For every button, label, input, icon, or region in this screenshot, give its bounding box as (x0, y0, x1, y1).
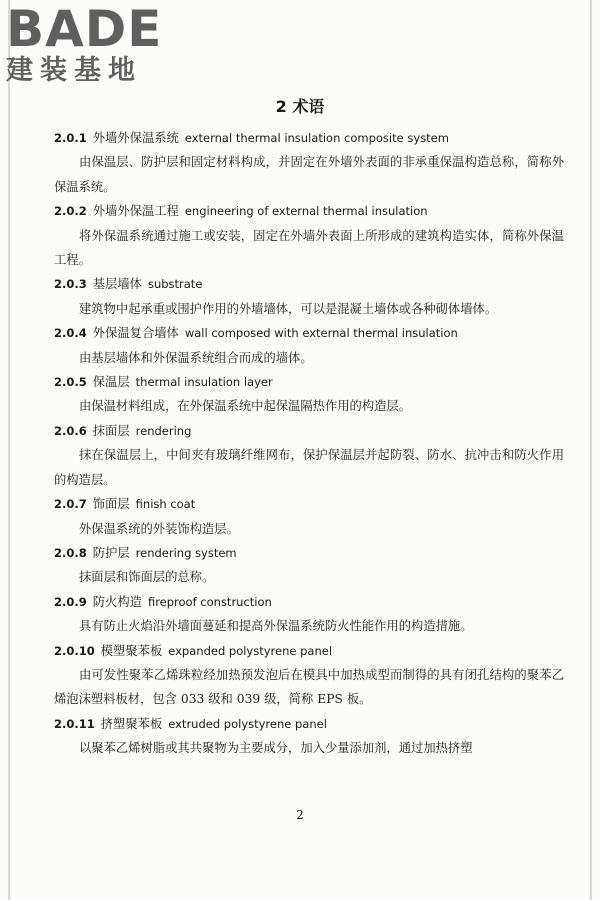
term-english: expanded polystyrene panel (168, 643, 333, 658)
term-number: 2.0.5 (54, 375, 87, 390)
term-number: 2.0.9 (54, 594, 87, 609)
term-english: external thermal insulation composite system (184, 131, 449, 145)
term-english: substrate (147, 277, 203, 292)
term-heading (54, 321, 564, 345)
logo-word: BADE (6, 0, 163, 58)
term-number: 2.0.6 (54, 423, 87, 438)
term-heading (54, 541, 564, 565)
term-heading (54, 712, 564, 736)
scan-edge-left (8, 0, 10, 900)
term-heading (54, 639, 564, 663)
term-definition: 具有防止火焰沿外墙面蔓延和提高外保温系统防火性能作用的构造措施。 (79, 619, 473, 634)
term-number: 2.0.7 (54, 497, 87, 512)
term-chinese: 基层墙体 (92, 277, 142, 292)
term-chinese: 挤塑聚苯板 (100, 716, 163, 731)
term-number: 2.0.2 (54, 204, 87, 219)
scan-edge-right (590, 0, 592, 900)
term-english: rendering (135, 423, 192, 438)
term-english: fireproof construction (147, 594, 272, 609)
term-english: thermal insulation layer (135, 375, 273, 390)
term-definition: 抹面层和饰面层的总称。 (79, 570, 215, 585)
term-chinese: 饰面层 (92, 497, 130, 512)
term-number: 2.0.1 (54, 131, 87, 145)
term-number: 2.0.10 (54, 643, 95, 658)
term-chinese: 防火构造 (92, 594, 142, 609)
term-definition: 以聚苯乙烯树脂或其共聚物为主要成分，加入少量添加剂，通过加热挤塑 (79, 741, 473, 756)
terms-list (54, 126, 564, 761)
term-heading (54, 126, 564, 150)
bade-logo (6, 0, 176, 88)
term-heading (54, 272, 564, 296)
term-english: rendering system (135, 545, 237, 560)
term-chinese: 外墙外保温系统 (92, 131, 179, 145)
chapter-title: 2 术语 (275, 97, 325, 116)
term-definition: 由基层墙体和外保温系统组合而成的墙体。 (79, 350, 313, 365)
logo-subtitle: 建装基地 (6, 55, 142, 86)
term-heading (54, 492, 564, 516)
term-chinese: 保温层 (92, 375, 130, 390)
term-chinese: 抹面层 (92, 423, 130, 438)
term-definition: 外保温系统的外装饰构造层。 (79, 521, 239, 536)
term-heading (54, 419, 564, 443)
term-chinese: 模塑聚苯板 (100, 643, 163, 658)
term-heading (54, 590, 564, 614)
term-english: finish coat (135, 497, 196, 512)
term-definition: 将外保温系统通过施工或安装，固定在外墙外表面上所形成的建筑构造实体，简称外保温工程。 (54, 228, 564, 268)
term-number: 2.0.8 (54, 545, 87, 560)
page-number: 2 (296, 808, 304, 822)
term-chinese: 外墙外保温工程 (92, 204, 179, 219)
term-heading (54, 370, 564, 394)
term-definition: 抹在保温层上，中间夹有玻璃纤维网布，保护保温层并起防裂、防水、抗冲击和防火作用的构造层。 (54, 448, 564, 487)
term-number: 2.0.11 (54, 716, 95, 731)
term-english: engineering of external thermal insulation (184, 204, 428, 219)
term-definition: 由保温层、防护层和固定材料构成，并固定在外墙外表面的非承重保温构造总称，简称外保温系统。 (54, 155, 564, 194)
term-number: 2.0.4 (54, 326, 87, 341)
term-heading (54, 199, 564, 223)
term-definition: 由可发性聚苯乙烯珠粒经加热预发泡后在模具中加热成型而制得的具有闭孔结构的聚苯乙烯泡沫塑料板材，包含 033 级和 039 级，简称 EPS 板。 (54, 667, 564, 707)
term-english: extruded polystyrene panel (168, 716, 327, 731)
term-definition: 建筑物中起承重或围护作用的外墙墙体，可以是混凝土墙体或各种砌体墙体。 (79, 301, 498, 316)
term-chinese: 防护层 (92, 545, 130, 560)
term-chinese: 外保温复合墙体 (92, 326, 179, 341)
term-english: wall composed with external thermal insulation (184, 326, 458, 341)
term-number: 2.0.3 (54, 277, 87, 292)
term-definition: 由保温材料组成，在外保温系统中起保温隔热作用的构造层。 (79, 399, 412, 414)
